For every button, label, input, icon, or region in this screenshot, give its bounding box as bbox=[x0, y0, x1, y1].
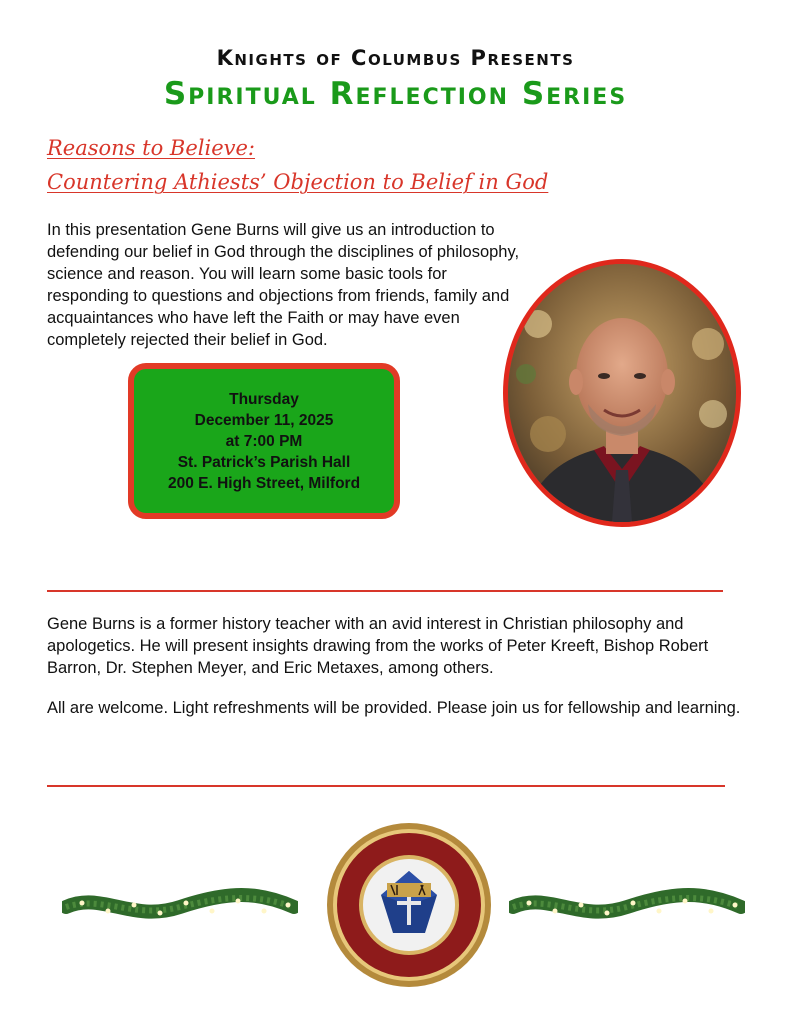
event-venue: St. Patrick’s Parish Hall bbox=[177, 453, 351, 471]
divider-bottom bbox=[47, 785, 725, 787]
event-time: at 7:00 PM bbox=[225, 432, 303, 450]
speaker-photo-illustration bbox=[508, 264, 736, 522]
speaker-portrait bbox=[503, 259, 741, 527]
talk-title-line1: Reasons to Believe: bbox=[47, 136, 256, 160]
event-details-box bbox=[128, 363, 400, 519]
event-date: December 11, 2025 bbox=[194, 411, 334, 429]
garland-right-decoration bbox=[509, 877, 745, 937]
header-presenter-line: Knights of Columbus Presents bbox=[216, 46, 575, 70]
knights-of-columbus-emblem bbox=[325, 821, 493, 989]
garland-left-decoration bbox=[62, 877, 298, 937]
divider-top bbox=[47, 590, 723, 592]
welcome-note: All are welcome. Light refreshments will be provided. Please join us for fellowship and learning. bbox=[47, 699, 741, 717]
event-address: 200 E. High Street, Milford bbox=[167, 474, 361, 492]
talk-title-line2: Countering Athiests’ Objection to Belief in God bbox=[47, 170, 549, 194]
speaker-bio: Gene Burns is a former history teacher with an avid interest in Christian philosophy and apologetics. He will present insights drawing from the works of Peter Kreeft, Bishop Robert Barron, Dr. Stephen Meyer, and Eric Metaxes, among others. bbox=[47, 615, 709, 677]
series-title: Spiritual Reflection Series bbox=[163, 76, 628, 112]
event-day: Thursday bbox=[229, 390, 299, 408]
intro-text: In this presentation Gene Burns will give us an introduction to defending our belief in God through the disciplines of philosophy, science and reason. You will learn some basic tools for responding to questions and objections from friends, family and acquaintances who have left the Faith or may have even completely rejected their belief in God. bbox=[47, 221, 520, 349]
